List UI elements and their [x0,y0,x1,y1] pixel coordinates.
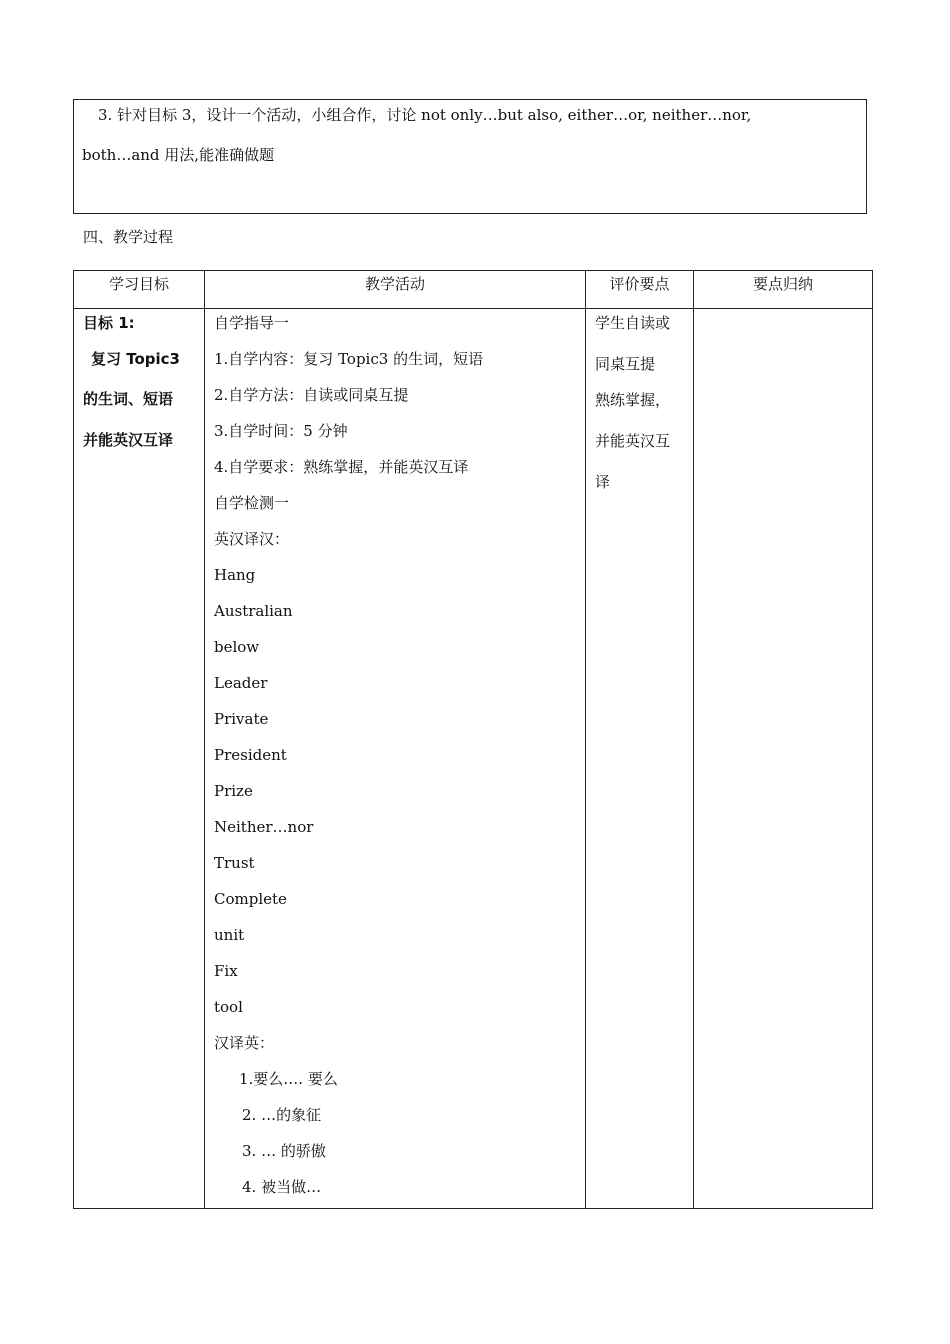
goal-line: 的生词、短语 [83,390,174,408]
header-evaluation: 评价要点 [586,271,694,309]
header-goal: 学习目标 [74,271,205,309]
activity-line: 英汉译汉： [214,530,290,548]
activity-line: Leader [214,674,268,692]
activity-line: Hang [214,566,256,584]
header-summary: 要点归纳 [694,271,873,309]
activity-line: Australian [214,602,293,620]
goal-line: 并能英汉互译 [83,431,174,449]
evaluation-line: 并能英汉互 [595,432,671,450]
activity-line: unit [214,926,245,944]
activity-line: tool [214,998,243,1016]
activity-line: 3. … 的骄傲 [242,1142,326,1160]
activity-line: 自学检测一 [214,494,290,512]
activity-line: Prize [214,782,253,800]
table-header-row [74,271,873,309]
objective-3-line-2: both…and 用法,能准确做题 [82,146,275,164]
activity-line: 2.自学方法：自读或同桌互提 [214,386,409,404]
teaching-process-table [73,270,873,1209]
table-row [74,309,873,1209]
evaluation-line: 译 [595,473,611,491]
activity-cell [205,309,586,1209]
evaluation-line: 熟练掌握， [595,391,671,409]
section-heading: 四、教学过程 [83,228,174,246]
activity-line: 3.自学时间：5 分钟 [214,422,348,440]
evaluation-cell [586,309,694,1209]
evaluation-line: 同桌互提 [595,355,656,373]
activity-line: 汉译英： [214,1034,275,1052]
objective-3-line-1: 3. 针对目标 3，设计一个活动，小组合作，讨论 not only…but also, either…or, neither…nor, [98,106,752,124]
objective-3-box [73,99,867,214]
activity-line: 1.自学内容：复习 Topic3 的生词，短语 [214,350,484,368]
activity-line: Fix [214,962,238,980]
evaluation-line: 学生自读或 [595,314,671,332]
goal-line: 复习 Topic3 [91,350,180,368]
activity-line: 4. 被当做… [242,1178,322,1196]
activity-line: President [214,746,287,764]
activity-line: Complete [214,890,287,908]
goal-line: 目标 1: [83,314,135,332]
activity-line: 1.要么…. 要么 [239,1070,338,1088]
activity-line: below [214,638,260,656]
summary-cell [694,309,873,1209]
activity-line: Private [214,710,269,728]
activity-line: 自学指导一 [214,314,290,332]
activity-line: 4.自学要求：熟练掌握，并能英汉互译 [214,458,469,476]
activity-line: 2. …的象征 [242,1106,322,1124]
header-activity: 教学活动 [205,271,586,309]
goal-cell [74,309,205,1209]
activity-line: Neither…nor [214,818,314,836]
activity-line: Trust [214,854,255,872]
